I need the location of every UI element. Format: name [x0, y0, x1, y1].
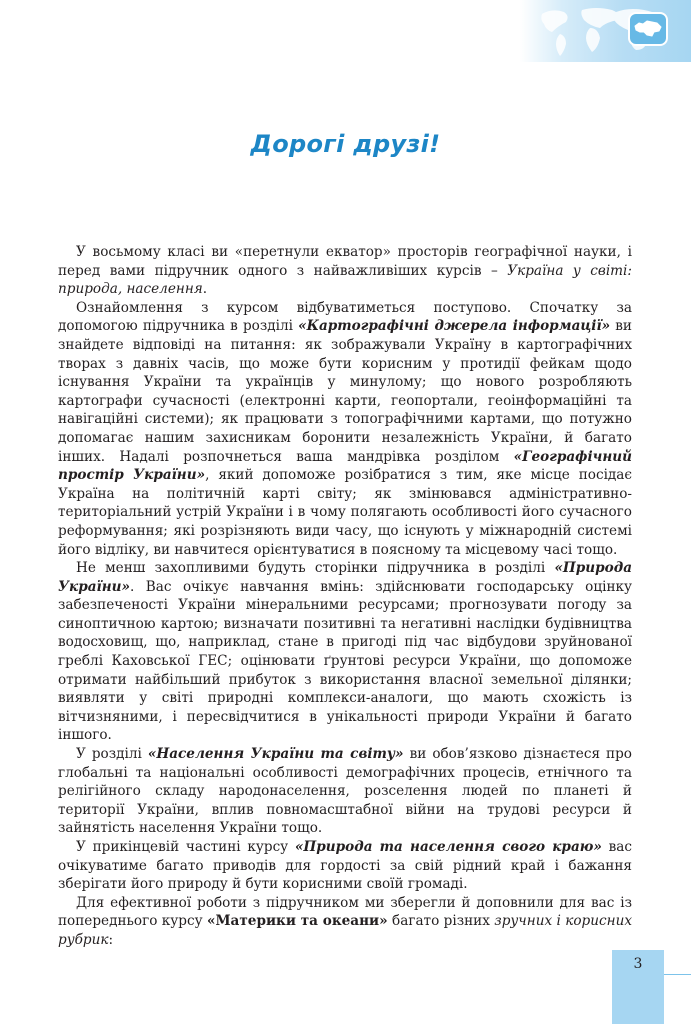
text-run: Для ефективної роботи з підручником ми зберегли й доповнили для вас із попереднього курсу — [58, 894, 632, 930]
text-run: У восьмому класі ви «перетнули екватор» просторів географічної науки, і перед вами підручник одного з найважливіших курсів – — [58, 244, 632, 279]
text-run: ви знайдете відповіді на питання: як зображували Україну в картографічних творах з давніх часів, що може бути корисним у протидії фейкам щодо існування України та українців у минулому; що нового розробляють картографи сучасності (електронні карти, геопортали, геоінформаційні та навігаційні системи); як працювати з топографічними картами, що потужно допомагає нашим захисникам боронити незалежність України, й багато інших. Надалі розпочнеться ваша мандрівка розділом — [58, 318, 632, 465]
paragraph-sections-1 — [58, 299, 632, 559]
course-title: Україна у світі: природа, населення — [58, 262, 632, 298]
paragraph-nature — [58, 559, 632, 745]
text-run: . — [202, 281, 208, 298]
page-title: Дорогі друзі! — [250, 130, 441, 158]
paragraph-intro — [58, 243, 632, 299]
rubrics-phrase: зручних і корисних рубрик — [58, 913, 633, 948]
section-title: «Природа та населення свого краю» — [294, 839, 602, 855]
body-text — [58, 243, 632, 950]
paragraph-population — [58, 745, 632, 838]
text-run: , який допоможе розібратися з тим, яке місце посідає Україна на політичній карті світу; як змінювався адміністративно-територіальний устрій України і в чому полягають особливості його сучасного реформування; які розрізняють види часу, що існують у міжнародній системі його відліку, ви навчитеся орієнтуватися в поясному та місцевому часі тощо. — [58, 467, 633, 558]
text-run: багато різних — [387, 913, 495, 930]
paragraph-region — [58, 838, 632, 894]
text-run: Не менш захопливими будуть сторінки підручника в розділі — [76, 560, 555, 577]
section-title: «Природа України» — [58, 560, 632, 595]
page-number: 3 — [633, 956, 643, 972]
text-run: вас очікуватиме багато приводів для гордості за свій рідний край і бажання зберігати його природу й бути корисними своїй громаді. — [58, 839, 632, 893]
paragraph-rubrics — [58, 894, 632, 950]
section-title: «Картографічні джерела інформації» — [298, 318, 611, 335]
ukraine-map-icon — [633, 19, 663, 39]
text-run: . Вас очікує навчання вмінь: здійснювати господарську оцінку забезпеченості України мінеральними ресурсами; прогнозувати погоду за синоптичною картою; визначати позитивні та негативні наслідки будівництва водосховищ, що, наприклад, стане в пригоді під час відбудови зруйнованої греблі Каховської ГЕС; оцінювати ґрунтові ресурси України, що допоможе отримати найбільший прибуток з використання власної земельної ділянки; виявляти у світі природні комплекси-аналоги, що мають схожість із вітчизняними, і пересвідчитися в унікальності природи України й багато іншого. — [58, 578, 632, 744]
course-title: «Материки та океани» — [207, 913, 388, 930]
text-run: : — [108, 931, 114, 948]
section-title: «Населення України та світу» — [147, 746, 404, 763]
text-run: У розділі — [76, 746, 148, 763]
page-number-box — [612, 950, 664, 1024]
text-run: У прикінцевій частині курсу — [76, 839, 295, 855]
text-run: Ознайомлення з курсом відбуватиметься поступово. Спочатку за допомогою підручника в розділі — [58, 299, 632, 335]
section-title: «Географічний простір України» — [58, 448, 632, 484]
text-run: ви обов’язково дізнаєтеся про глобальні та національні особливості демографічних процесів, етнічного та релігійного складу народонаселення, розселення людей по планеті й території України, вплив повномасштабної війни на трудові ресурси й зайнятість населення України тощо. — [58, 746, 632, 837]
ukraine-map-badge — [628, 12, 668, 46]
